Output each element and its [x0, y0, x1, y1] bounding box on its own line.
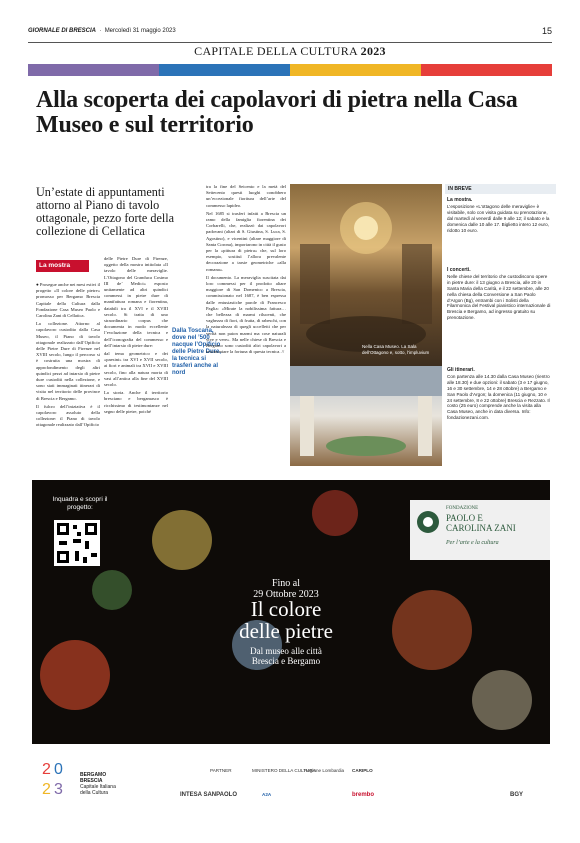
color-bar-blue: [159, 64, 290, 76]
photo-caption: Nella Casa Museo. La Sala dell’Ottagono e, sotto, l’impluvium: [362, 344, 430, 355]
foundation-line3: CAROLINA ZANI: [446, 523, 516, 533]
newspaper-name: GIORNALE DI BRESCIA: [28, 28, 97, 34]
ad-title: [186, 598, 386, 642]
brief-title: Gli itinerari.: [447, 367, 475, 373]
pull-quote: Dalla Toscana, dove nel ’500 nacque l’Opificio delle Pietre Dure, la tecnica si trasferì anche al nord: [172, 328, 222, 376]
color-bar: [28, 64, 552, 76]
mostra-label: La mostra: [36, 260, 89, 272]
brief-text: Con partenza alle 14.30 dalla Casa Museo (rientro alle 18.30) e due opzioni: il sabato (3 e 17 giugno, 16 e 30 settembre, 14 e 28 ottobre) a Bergamo e San Paolo d’Argon; la domenica (11 giugno, 10 e 24 settembre, 8 e 22 ottobre) Brescia e Rezzato. Il costo (25 euro) comprende anche la visita alla Casa Museo, anche in data diversa. Info: fondazionezani.com.: [447, 373, 550, 421]
page-number: 15: [541, 26, 552, 36]
svg-text:2: 2: [42, 761, 51, 778]
issue-date: Mercoledì 31 maggio 2023: [104, 28, 176, 34]
paragraph: Il fulcro dell’iniziativa è il capolavoro assoluto della collezione: il Piano di tavolo ottagonale realizzato dall’Opificio: [36, 403, 100, 428]
ad-title-line1: Il colore: [250, 597, 322, 621]
capital-line1: BERGAMO: [80, 772, 107, 778]
section-label: CAPITALE DELLA CULTURA: [194, 44, 358, 58]
paragraph: ● Prosegue anche nei mesi estivi il progetto «Il colore delle pietre» promosso per Bergamo Brescia Capitale della Cultura dalla Fondazione Casa Museo Paolo e Carolina Zani di Cellatica.: [36, 282, 101, 319]
page-header: GIORNALE DI BRESCIA · Mercoledì 31 maggio 2023 15: [28, 28, 552, 43]
foundation-logo: [410, 500, 550, 560]
sponsor-logo: INTESA SANPAOLO: [180, 792, 238, 798]
paragraph: La collezione. Attorno al capolavoro custodito dalla Casa Museo, il Piano di tavolo ottagonale realizzato dall’Opificio delle Pietre Dure di Firenze nel XVIII secolo, lungo il percorso si è costruita una mostra di approfondimento degli altri quindici pezzi ad intarsio di pietre dure custoditi nella collezione, e sono stati immaginati itinerari di visita nel territorio delle province di Brescia e Bergamo.: [36, 321, 100, 401]
section-year: 2023: [360, 44, 386, 58]
svg-text:2: 2: [42, 781, 51, 798]
foundation-emblem-icon: [416, 510, 440, 534]
inbreve-tag: IN BREVE: [445, 184, 556, 194]
paragraph: delle Pietre Dure di Firenze, oggetto della mostra intitolata «Il tavolo delle meraviglie. L’Ottagono del Granduca Cosimo III de’ Medici» esposto unitamente ad altri quindici commessi in pietre dure di manifattura romana e fiorentina, databili tra il XVI e il XVIII secolo. Si tratta di uno straordinario corpus che documenta in modo eccellente l’evoluzione della tecnica e dell’iconografia del commesso e dell’intarsio di pietre dure:: [104, 256, 168, 348]
article-headline: Alla scoperta dei capolavori di pietra nella Casa Museo e sul territorio: [36, 87, 518, 138]
brief-title: La mostra.: [447, 197, 473, 203]
courtyard-icon: [290, 366, 442, 466]
capital-2023-logo-icon: [40, 756, 76, 800]
sponsor-logo: MINISTERO DELLA CULTURA: [252, 768, 316, 773]
capital-line3: Capitale Italiana: [80, 784, 116, 790]
sponsor-logo: brembo: [352, 792, 375, 798]
flower-decoration-icon: [392, 590, 472, 670]
flower-decoration-icon: [312, 490, 358, 536]
color-bar-red: [421, 64, 552, 76]
article-column-2: [104, 256, 168, 417]
ad-sub-line2: Brescia e Bergamo: [251, 656, 321, 666]
ad-title-line2: delle pietre: [239, 619, 333, 643]
sponsor-logo: BGY: [510, 792, 524, 798]
paragraph: La storia. Anche il territorio bresciano e bergamasco è ricchissimo di testimonianze nel segno delle pietre, poiché: [104, 390, 168, 414]
foundation-tagline: Per l’arte e la cultura: [446, 540, 499, 546]
article-column-1: [36, 282, 100, 431]
brief-text: L’esposizione «L’ottagono delle meraviglie» è visitabile, solo con visita guidata su prenotazione, dal martedì al venerdì dalle 9 alle 12; il sabato e la domenica dalle 10 alle 17. Biglietto intero 12 euro, ridotto 10 euro.: [447, 203, 550, 233]
foundation-line1: FONDAZIONE: [446, 506, 479, 511]
svg-text:3: 3: [54, 781, 63, 798]
ad-end-date: 29 Ottobre 2023: [253, 589, 319, 600]
svg-text:0: 0: [54, 761, 63, 778]
ad-sub-line1: Dal museo alle città: [250, 646, 322, 656]
foundation-line2: PAOLO E: [446, 513, 483, 523]
brief-item: [447, 198, 551, 233]
brief-text: Nelle chiese del territorio che custodiscono opere in pietre dure: il 13 giugno a Brescia, alle 20 in Santa Maria della Carità, e il 22 settembre, alle 20 nella chiesa della Conversione a San Paolo d’Argon (Bg), entrambi con i Solisti della Filarmonica del Festival pianistico internazionale di Brescia e Bergamo, ad ingresso gratuito su prenotazione.: [447, 273, 551, 321]
ad-subtitle: [196, 646, 376, 666]
capital-line2: BRESCIA: [80, 778, 103, 784]
capital-text: [80, 772, 150, 796]
paragraph: dal tema geometrico e dei «paesini» tra XVI e XVII secolo, ai fiori e animali tra XVII e XVIII secolo, fino alla natura morta di vasi all’antica alla fine del XVIII secolo.: [104, 351, 168, 388]
chandelier-icon: [290, 184, 442, 366]
qr-code-icon: [54, 520, 100, 566]
sponsor-logo: PARTNER: [210, 768, 232, 773]
sponsor-logo: Regione Lombardia: [304, 768, 345, 773]
qr-code[interactable]: [54, 520, 100, 566]
ad-fino: Fino al: [271, 578, 301, 589]
brief-item: [447, 268, 551, 321]
capital-line4: della Cultura: [80, 790, 109, 796]
sponsor-logo: A2A: [262, 792, 272, 797]
flower-decoration-icon: [40, 640, 110, 710]
leaf-decoration-icon: [92, 570, 132, 610]
sponsor-logo: CARIPLO: [352, 768, 373, 773]
paragraph: Il documento. La meraviglia suscitata dai loro commessi per il prodotto altare maggiore di San Domenico a Brescia, commissionato nel 1687, è ben espressa dalle entusiastiche parole di Francesco Paglia: «Mirate la nobilissima fattura… che bellezza di marmi rilucenti, che vaghezza di fiori, di frutta, di rabeschi, con la naturalezza di quegli uccelletti che per verità non paion marmi ma cose naturali vive e vere». Ma nelle chiese di Brescia e Bergamo sono custoditi altri capolavori a testimoniare la fortuna di questa tecnica. //: [206, 274, 286, 355]
article-subhead: Un’estate di appuntamenti attorno al Piano di tavolo ottagonale, pezzo forte della collezione di Cellatica: [36, 185, 175, 238]
photo-sala-ottagono: [290, 184, 442, 366]
color-bar-yellow: [290, 64, 421, 76]
paragraph: Nel 1685 si trasferì infatti a Brescia un ramo della famiglia fiorentina dei Corbarelli, che, realizzò dai capolavori padovani (altari di S. Giustina, S. Luca, S. Agostino), e vicentini (altare maggiore di Santa Corona), importarono in città il gusto per la «pittura di pietra» che, sul loro esempio, sostituì l’allora prevalente decorazione a tarsie geometriche «alla romana».: [206, 210, 286, 272]
qr-caption: Inquadra e scopri il progetto:: [52, 496, 108, 511]
photo-impluvium: [290, 366, 442, 466]
paragraph: tra la fine del Seicento e la metà del Settecento questi luoghi conobbero un’eccezionale fioritura dell’arte del commesso lapideo.: [206, 184, 286, 208]
color-bar-purple: [28, 64, 159, 76]
flower-decoration-icon: [472, 670, 532, 730]
article-column-3: [206, 184, 286, 357]
section-title: [28, 44, 552, 59]
brief-title: I concerti.: [447, 267, 471, 273]
flower-decoration-icon: [152, 510, 212, 570]
brief-item: [447, 368, 551, 421]
